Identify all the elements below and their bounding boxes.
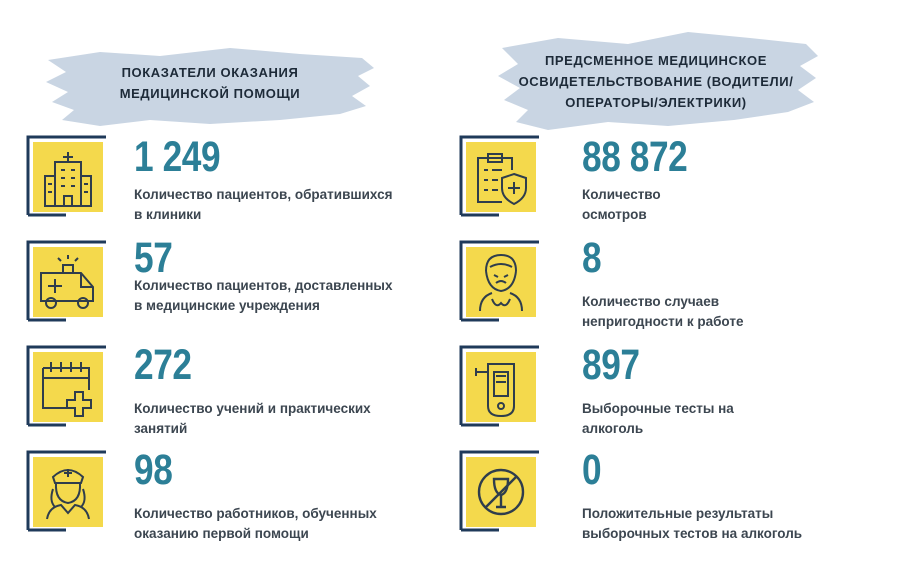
stat-value: 8 bbox=[582, 234, 602, 282]
sick-worker-icon bbox=[466, 247, 536, 317]
stat-value: 1 249 bbox=[134, 133, 221, 181]
stat-card bbox=[26, 446, 446, 541]
icon-tile bbox=[459, 240, 541, 322]
left-heading-line-2: МЕДИЦИНСКОЙ ПОМОЩИ bbox=[119, 86, 301, 101]
stat-value: 57 bbox=[134, 234, 173, 282]
icon-tile bbox=[26, 240, 108, 322]
stat-value: 98 bbox=[134, 446, 173, 494]
icon-tile bbox=[26, 135, 108, 217]
stat-label: Выборочные тесты на алкоголь bbox=[582, 401, 734, 436]
right-heading-line-2: ОСВИДЕТЕЛЬСТВОВАНИЕ (ВОДИТЕЛИ/ bbox=[518, 74, 794, 89]
stat-label: Количество учений и практических занятий bbox=[134, 401, 371, 436]
right-section-heading bbox=[488, 16, 824, 140]
icon-tile bbox=[459, 450, 541, 532]
stat-card bbox=[459, 446, 879, 541]
right-heading-line-1: ПРЕДСМЕННОЕ МЕДИЦИНСКОЕ bbox=[544, 53, 768, 68]
breathalyzer-icon bbox=[466, 352, 536, 422]
left-heading-line-1: ПОКАЗАТЕЛИ ОКАЗАНИЯ bbox=[121, 65, 299, 80]
stat-label: Количество пациентов, доставленных в медицинские учреждения bbox=[134, 278, 393, 313]
stat-card bbox=[459, 234, 879, 330]
right-heading-line-3: ОПЕРАТОРЫ/ЭЛЕКТРИКИ) bbox=[565, 95, 747, 110]
stat-value: 0 bbox=[582, 446, 602, 494]
hospital-building-icon bbox=[33, 142, 103, 212]
stat-card bbox=[459, 135, 879, 225]
icon-tile bbox=[26, 345, 108, 427]
stat-value: 88 872 bbox=[582, 133, 688, 181]
no-alcohol-icon bbox=[466, 457, 536, 527]
left-section-heading bbox=[40, 38, 380, 134]
stat-card bbox=[459, 341, 879, 436]
stat-label: Количество осмотров bbox=[582, 187, 661, 222]
stat-label: Количество работников, обученных оказанию первой помощи bbox=[134, 506, 377, 541]
stat-card bbox=[26, 341, 446, 436]
icon-tile bbox=[459, 345, 541, 427]
stat-label: Количество случаев непригодности к работе bbox=[582, 294, 744, 329]
stat-label: Количество пациентов, обратившихся в клиники bbox=[134, 187, 393, 222]
icon-tile bbox=[26, 450, 108, 532]
calendar-plus-icon bbox=[33, 352, 103, 422]
icon-tile bbox=[459, 135, 541, 217]
clipboard-shield-icon bbox=[466, 142, 536, 212]
stat-card bbox=[26, 234, 446, 330]
stat-value: 897 bbox=[582, 341, 640, 389]
nurse-icon bbox=[33, 457, 103, 527]
stat-card bbox=[26, 135, 446, 225]
stat-value: 272 bbox=[134, 341, 192, 389]
ambulance-icon bbox=[33, 247, 103, 317]
stat-label: Положительные результаты выборочных тестов на алкоголь bbox=[582, 506, 803, 541]
